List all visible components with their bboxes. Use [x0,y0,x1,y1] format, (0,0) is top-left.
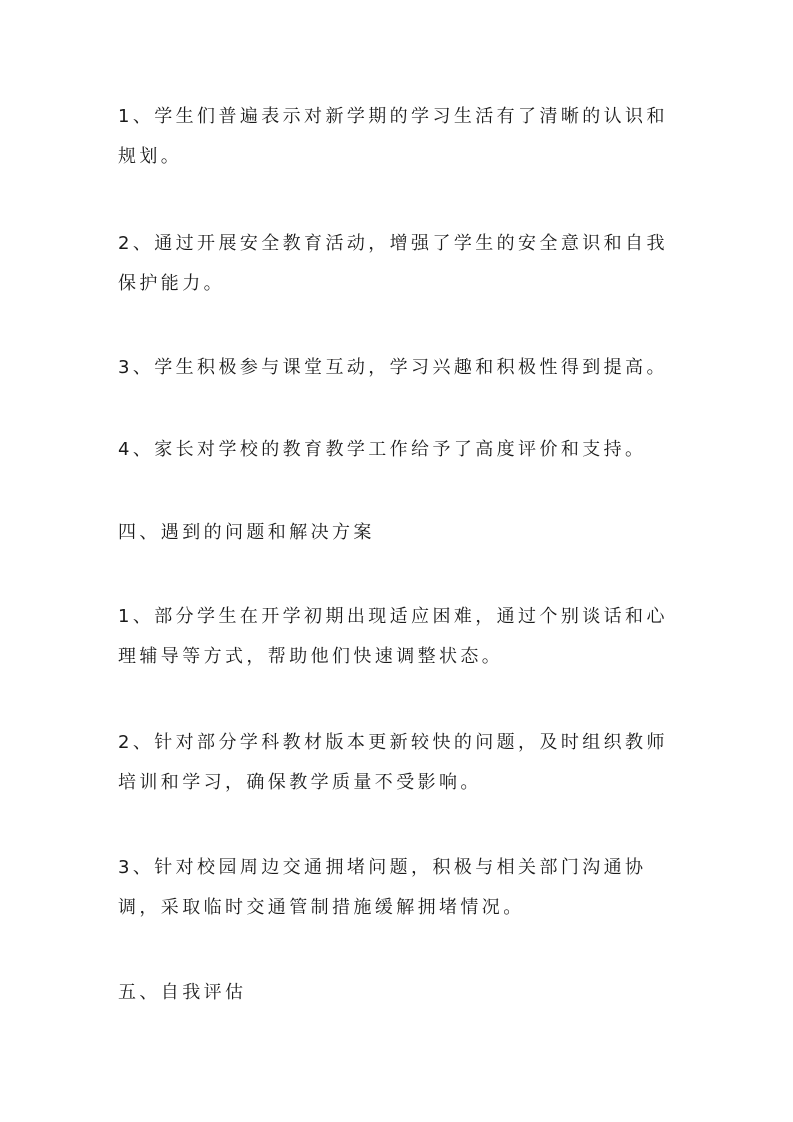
problem-item-1: 1、部分学生在开学初期出现适应困难，通过个别谈话和心理辅导等方式，帮助他们快速调整状态。 [118,606,668,667]
section-heading-problems: 四、遇到的问题和解决方案 [118,522,375,543]
problem-item-3: 3、针对校园周边交通拥堵问题，积极与相关部门沟通协调，采取临时交通管制措施缓解拥堵情况。 [118,857,647,918]
section-heading-self-assessment: 五、自我评估 [118,982,247,1003]
problem-item-2: 2、针对部分学科教材版本更新较快的问题，及时组织教师培训和学习，确保教学质量不受影响。 [118,732,668,793]
result-item-1: 1、学生们普遍表示对新学期的学习生活有了清晰的认识和规划。 [118,106,668,167]
result-item-3: 3、学生积极参与课堂互动，学习兴趣和积极性得到提高。 [118,357,668,378]
result-item-2: 2、通过开展安全教育活动，增强了学生的安全意识和自我保护能力。 [118,233,668,294]
result-item-4: 4、家长对学校的教育教学工作给予了高度评价和支持。 [118,439,647,460]
